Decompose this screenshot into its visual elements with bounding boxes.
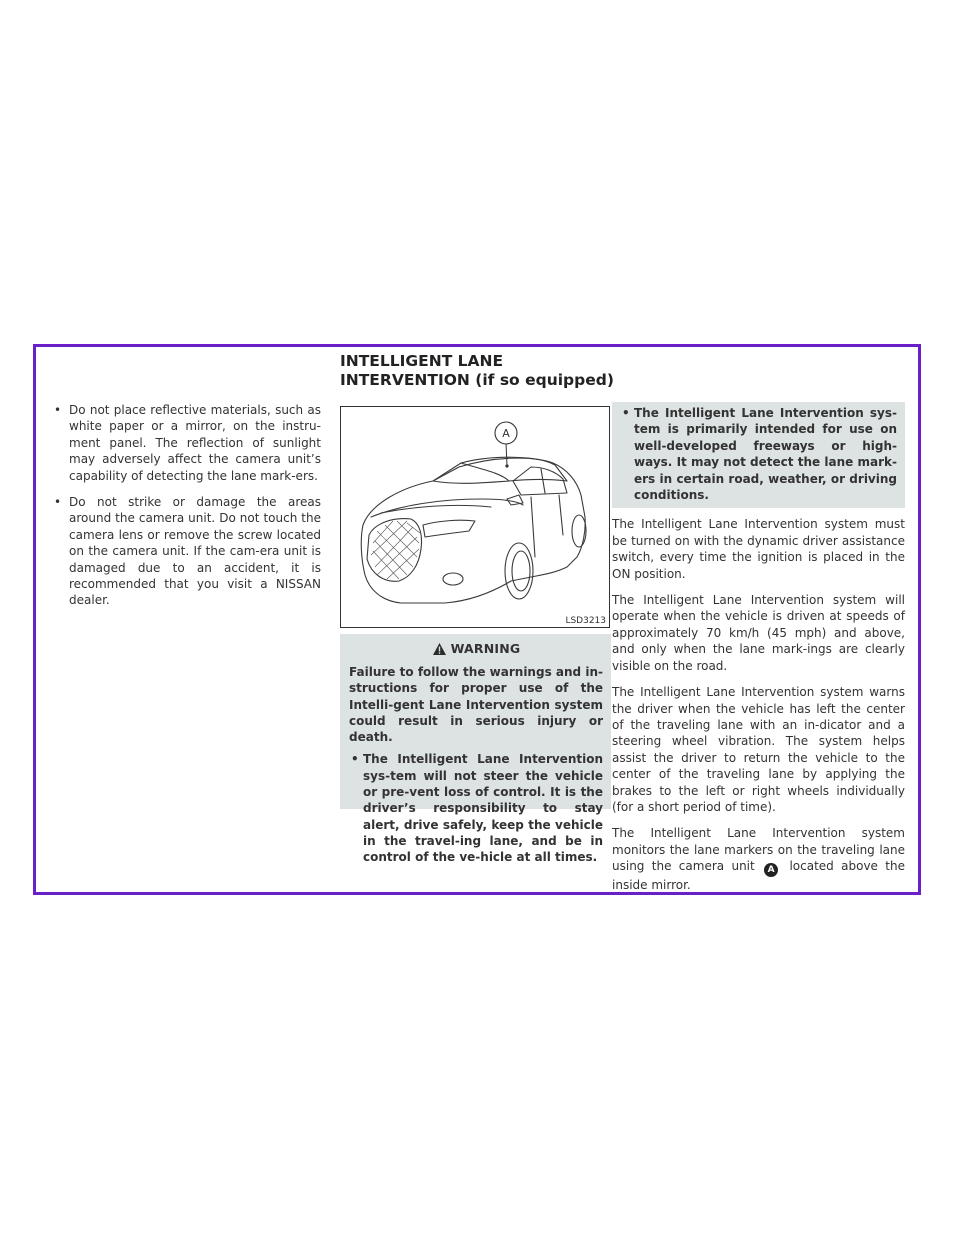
right-column: [612, 407, 905, 904]
usage-note-bullet: • The Intelligent Lane Intervention sys-tem is primarily intended for use on well-developed freeways or high-ways. It may not detect the lane mark-ers in certain road, weather, or driving conditions.: [620, 405, 897, 503]
camera-point: [505, 464, 508, 467]
section-title: INTELLIGENT LANE INTERVENTION (if so equipped): [340, 352, 614, 389]
left-column: [50, 402, 321, 619]
caution-bullet-reflective: • Do not place reflective materials, such as white paper or a mirror, on the instru-ment panel. The reflection of sunlight may adversely affect the camera unit’s capability of detecting the lane mark-ers.: [50, 402, 321, 484]
callout-label: A: [502, 427, 510, 440]
callout-a-marker: A: [764, 863, 778, 877]
paragraph-warning-behavior: The Intelligent Lane Intervention system warns the driver when the vehicle has left the center of the traveling lane with an in-dicator and a steering wheel vibration. The system helps assist the driver to return the vehicle to the center of the traveling lane by applying the brakes to the left or right wheels individually (for a short period of time).: [612, 685, 905, 814]
car-illustration: [340, 406, 610, 628]
caution-bullet-camera-damage: • Do not strike or damage the areas around the camera unit. Do not touch the camera lens or remove the screw located on the camera unit. If the cam-era unit is damaged due to an accident, it is recommended that you visit a NISSAN dealer.: [50, 494, 321, 609]
warning-header: [349, 634, 603, 664]
callout-leader-line: [506, 443, 507, 465]
warning-box: [340, 634, 611, 865]
car-drawing: [341, 407, 609, 627]
paragraph-operation-speed: The Intelligent Lane Intervention system will operate when the vehicle is driven at speeds of approximately 70 km/h (45 mph) and above, and only when the lane mark-ings are clearly visible on the road.: [612, 593, 905, 673]
warning-bullet: • The Intelligent Lane Intervention sys-tem will not steer the vehicle or pre-vent loss of control. It is the driver’s responsibility to stay alert, drive safely, keep the vehicle in the travel-ing lane, and be in control of the ve-hicle at all times.: [349, 751, 603, 865]
paragraph-camera-unit: [612, 825, 905, 893]
paragraph-camera-text-before: The Intelligent Lane Intervention system monitors the lane markers on the traveling lane using the camera unit: [612, 826, 905, 874]
warning-heading: WARNING: [450, 640, 521, 656]
figure-code: LSD3213: [565, 616, 606, 626]
paragraph-camera-text-after: located above the inside mirror.: [612, 859, 905, 893]
paragraph-activation: The Intelligent Lane Intervention system must be turned on with the dynamic driver assistance switch, every time the ignition is placed in the ON position.: [612, 517, 905, 581]
usage-note-box: [612, 402, 905, 508]
warning-triangle-icon: [432, 642, 447, 656]
warning-body: Failure to follow the warnings and in-structions for proper use of the Intelli-gent Lane Intervention system could result in serious injury or death.: [349, 665, 603, 745]
